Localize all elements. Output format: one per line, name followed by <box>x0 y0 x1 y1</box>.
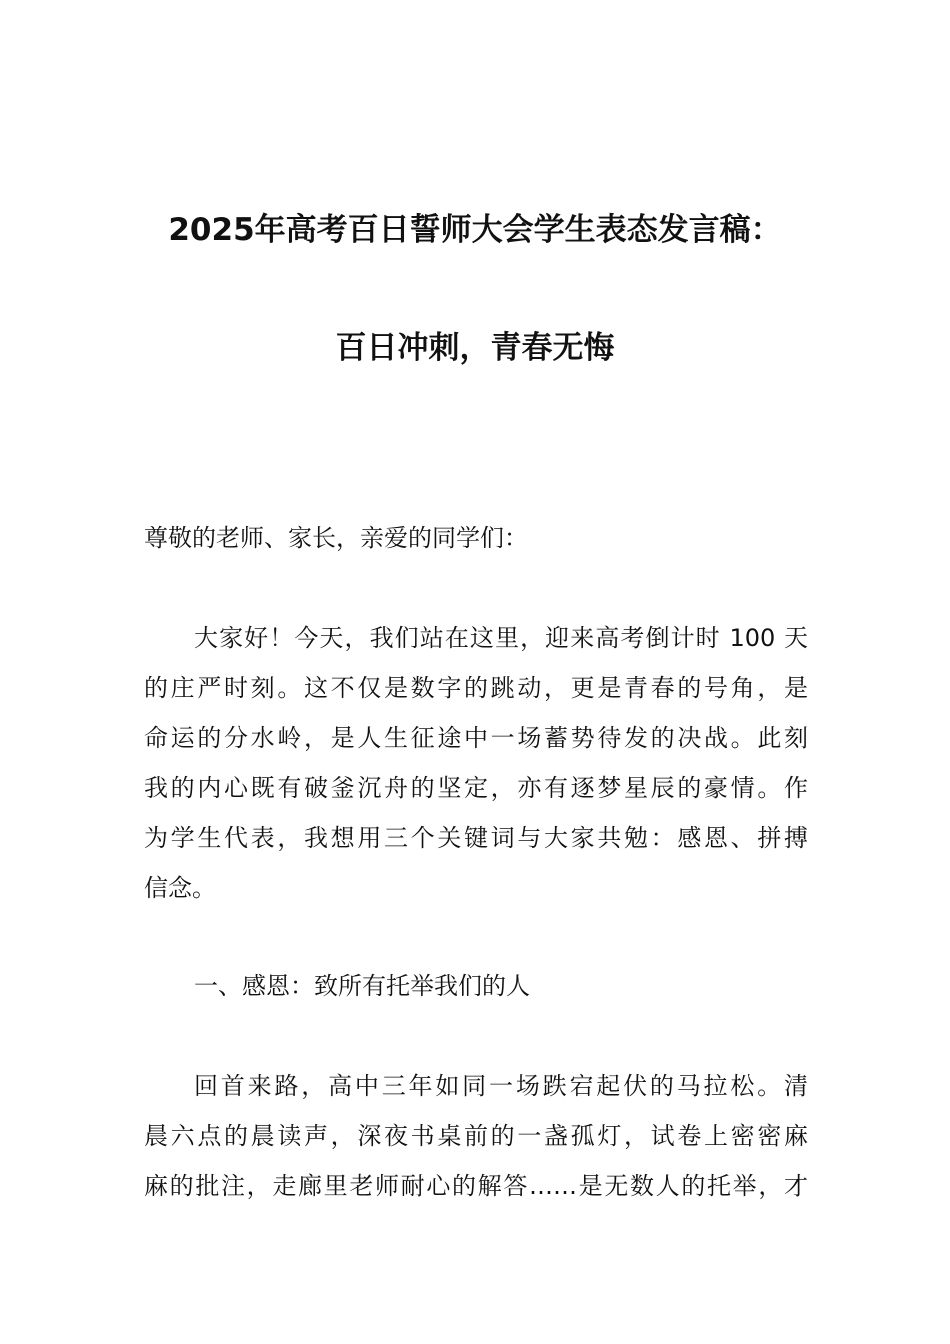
paragraph-line: 麻的批注，走廊里老师耐心的解答……是无数人的托举，才 <box>144 1172 808 1200</box>
document-title-line-1: 2025年高考百日誓师大会学生表态发言稿： <box>168 212 782 248</box>
section-heading-gratitude: 一、感恩：致所有托举我们的人 <box>194 972 530 1000</box>
paragraph-line: 的庄严时刻。这不仅是数字的跳动，更是青春的号角，是 <box>144 674 808 702</box>
paragraph-gratitude <box>144 1061 808 1211</box>
paragraph-line: 我的内心既有破釜沉舟的坚定，亦有逐梦星辰的豪情。作 <box>144 774 808 802</box>
paragraph-intro <box>144 613 808 913</box>
paragraph-line: 大家好！今天，我们站在这里，迎来高考倒计时 100 天 <box>194 624 808 652</box>
paragraph-line: 为学生代表，我想用三个关键词与大家共勉：感恩、拼搏 <box>144 824 808 852</box>
greeting-line: 尊敬的老师、家长，亲爱的同学们： <box>144 524 528 552</box>
document-title-line-2: 百日冲刺，青春无悔 <box>335 330 615 366</box>
paragraph-line: 信念。 <box>144 874 216 902</box>
paragraph-line: 回首来路，高中三年如同一场跌宕起伏的马拉松。清 <box>194 1072 808 1100</box>
paragraph-line: 晨六点的晨读声，深夜书桌前的一盏孤灯，试卷上密密麻 <box>144 1122 808 1150</box>
paragraph-line: 命运的分水岭，是人生征途中一场蓄势待发的决战。此刻 <box>144 724 808 752</box>
